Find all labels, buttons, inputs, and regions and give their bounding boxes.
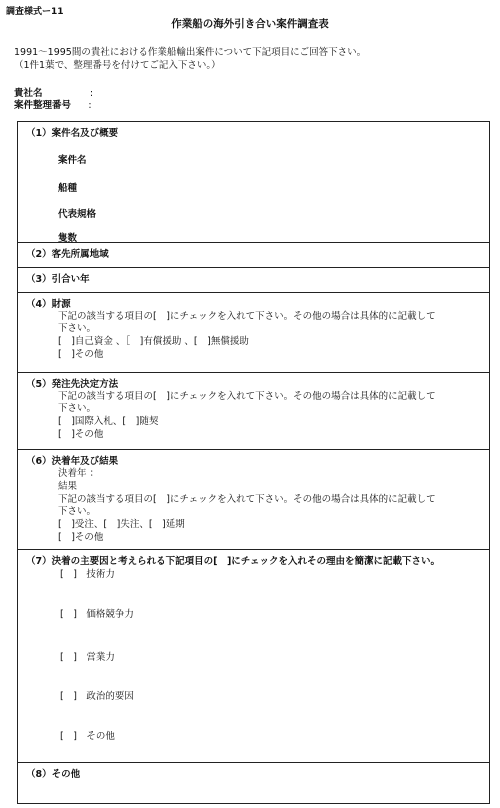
factor-other[interactable]: [ ] その他: [60, 731, 115, 742]
section-other[interactable]: [18, 762, 489, 803]
section-2-title: （2）客先所属地域: [26, 249, 109, 260]
company-name-label: 貴社名: [14, 88, 43, 99]
intro-line-2: （1件1葉で、整理番号を付けてご記入下さい。）: [14, 60, 221, 71]
intro-line-1: 1991～1995間の貴社における作業船輸出案件について下記項目にご回答下さい。: [14, 47, 367, 58]
section-contractor-selection: [18, 372, 489, 449]
selection-other-option[interactable]: [ ]その他: [58, 429, 104, 440]
funding-instruction-1: 下記の該当する項目の[ ]にチェックを入れて下さい。その他の場合は具体的に記載して: [58, 311, 436, 322]
section-client-region[interactable]: [18, 242, 489, 267]
section-5-title: （5）発注先決定方法: [26, 379, 119, 390]
section-funding-source: [18, 292, 489, 372]
section-settlement-result: [18, 449, 489, 549]
selection-options[interactable]: [ ]国際入札、[ ]随契: [58, 416, 159, 427]
case-number-label: 案件整理番号: [14, 100, 72, 111]
field-representative-spec[interactable]: 代表規格: [58, 209, 97, 220]
form-id: 調査様式ー11: [6, 7, 64, 17]
section-8-title: （8）その他: [26, 769, 81, 780]
factor-price-competitiveness[interactable]: [ ] 価格競争力: [60, 609, 134, 620]
section-case-overview: [18, 122, 489, 242]
factor-political[interactable]: [ ] 政治的要因: [60, 691, 134, 702]
section-1-title: （1）案件名及び概要: [26, 128, 119, 139]
result-other-option[interactable]: [ ]その他: [58, 532, 104, 543]
section-3-title: （3）引合い年: [26, 274, 90, 285]
form-title: 作業船の海外引き合い案件調査表: [171, 18, 329, 30]
selection-instruction-2: 下さい。: [58, 403, 97, 414]
funding-other-option[interactable]: [ ]その他: [58, 349, 104, 360]
section-6-title: （6）決着年及び結果: [26, 456, 119, 467]
field-ship-type[interactable]: 船種: [58, 183, 78, 194]
section-inquiry-year[interactable]: [18, 267, 489, 292]
factor-sales-capability[interactable]: [ ] 営業力: [60, 652, 115, 663]
factor-technology[interactable]: [ ] 技術力: [60, 569, 115, 580]
section-decisive-factors: [18, 549, 489, 762]
settlement-year-label[interactable]: 決着年 ：: [58, 468, 100, 479]
section-4-title: （4）財源: [26, 299, 71, 310]
case-number-row: [14, 97, 92, 111]
selection-instruction-1: 下記の該当する項目の[ ]にチェックを入れて下さい。その他の場合は具体的に記載して: [58, 391, 436, 402]
company-name-colon: :: [89, 88, 94, 99]
field-quantity[interactable]: 隻数: [58, 233, 78, 244]
field-case-name[interactable]: 案件名: [58, 155, 87, 166]
funding-instruction-2: 下さい。: [58, 323, 97, 334]
funding-options[interactable]: [ ]自己資金 、［ ]有償援助 、[ ]無償援助: [58, 336, 249, 347]
section-7-title: （7）決着の主要因と考えられる下記項目の[ ]にチェックを入れその理由を簡潔に記載下さい。: [26, 556, 441, 567]
result-options[interactable]: [ ]受注、[ ]失注、[ ]延期: [58, 519, 185, 530]
result-instruction-2: 下さい。: [58, 506, 97, 517]
result-instruction-1: 下記の該当する項目の[ ]にチェックを入れて下さい。その他の場合は具体的に記載して: [58, 494, 436, 505]
result-label: 結果: [58, 481, 78, 492]
survey-form-frame: [17, 121, 490, 804]
case-number-colon: :: [88, 100, 92, 111]
